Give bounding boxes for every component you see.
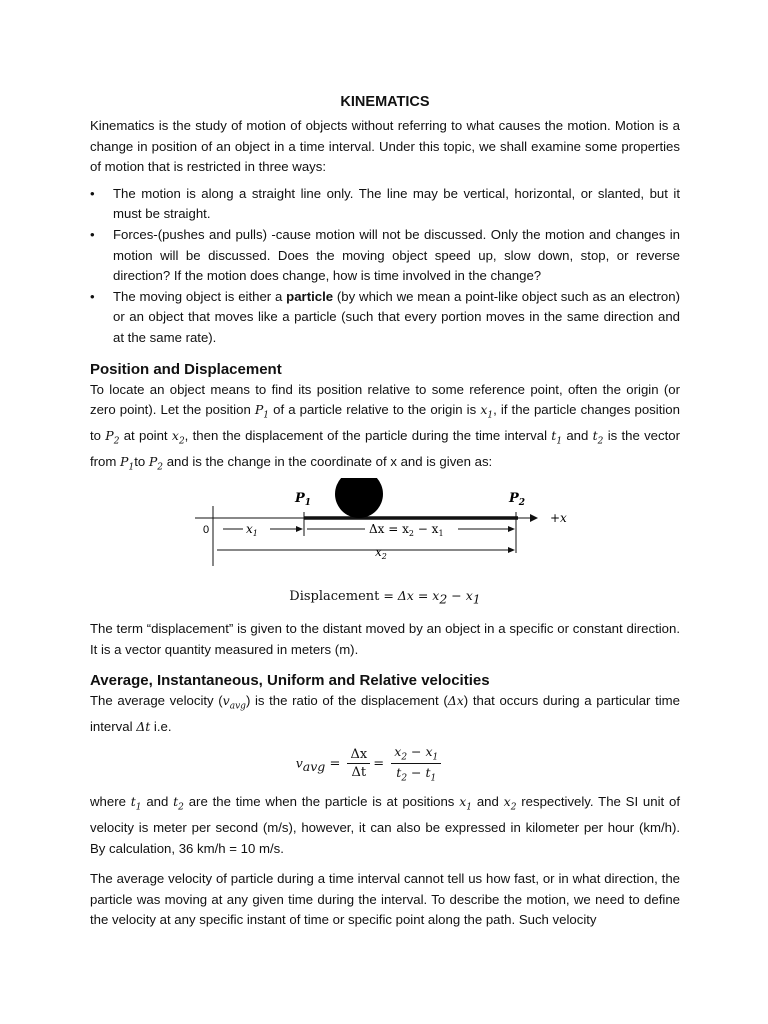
restriction-list <box>90 184 680 349</box>
position-paragraph <box>90 380 680 479</box>
list-item <box>90 287 680 349</box>
displacement-diagram <box>90 478 680 590</box>
origin-label: 0 <box>203 524 210 537</box>
text-run: of a particle relative to the origin is <box>273 402 477 418</box>
list-item: • The motion is along a straight line only. The line may be vertical, horizontal, or slanted, but it must be straight. <box>90 184 680 225</box>
math-P2: $P_2$ <box>148 454 164 473</box>
displacement-diagram-svg <box>90 478 680 590</box>
math-x1: $x_1$ <box>480 402 494 421</box>
intro-paragraph: Kinematics is the study of motion of objects without referring to what causes the motion. Motion is a change in position of an object in a time interval. Under this topic, we shall examine some properties of motion that is restricted in three ways: <box>90 118 680 175</box>
bold-term: particle <box>286 288 334 304</box>
math-P1: $P_1$ <box>120 454 135 473</box>
fraction: $\frac{x_2 - x_1}{t_2 - t_1}$ <box>391 744 441 784</box>
math-t1: $t_1$ <box>551 428 563 447</box>
math-P1: $P_1$ <box>254 402 270 421</box>
math-P2: $P_2$ <box>105 428 120 447</box>
fraction: $\frac{\Delta x}{\Delta t}$ <box>347 747 370 780</box>
p1-label: $P_1$ <box>295 491 312 509</box>
arrowhead <box>508 547 515 553</box>
math-t2: $t_2$ <box>592 428 604 447</box>
average-velocity-paragraph: The average velocity $(v_{avg})$ is the ratio of the displacement (Δx) that occurs during a particular time interval Δt i.e. <box>90 693 680 735</box>
term-paragraph: The term “displacement” is given to the distant moved by an object in a specific or constant direction. It is a vector quantity measured in meters (m). <box>90 621 680 657</box>
x1-label: $x_1$ <box>246 522 258 539</box>
last-paragraph: The average velocity of particle during a time interval cannot tell us how fast, or in what direction, the particle was moving at any given time during the interval. To describe the motion, we need to define the velocity at any specific instant of time or specific point along the path. Such velocity <box>90 871 680 928</box>
text-run: is the vector from <box>90 428 680 470</box>
page-title: KINEMATICS <box>340 94 430 110</box>
text-run: To locate an object means to find its position relative to some reference point, often the origin (or zero point). Let the position <box>90 381 680 418</box>
p2-label: $P_2$ <box>509 491 526 509</box>
list-item: • Forces-(pushes and pulls) -cause motion will not be discussed. Only the motion and changes in motion will be discussed. Does the moving object speed up, slow down, stop, or reverse direction? If the motion does change, how is time involved in the change? <box>90 225 680 287</box>
displacement-equation: Displacement = $\Delta x = x_2 - x_1$ <box>289 588 481 607</box>
delta-x-label: $\Delta x = x_2 - x_1$ <box>369 522 444 539</box>
section-heading-velocities: Average, Instantaneous, Uniform and Relative velocities <box>90 672 490 690</box>
text-run: to <box>134 454 146 470</box>
text-run: at point <box>123 428 168 444</box>
average-velocity-equation: $v_{avg}$ = $\frac{\Delta x}{\Delta t}$ = $\frac{x_2 - x_1}{t_2 - t_1}$ <box>60 744 680 784</box>
math-x2: $x_2$ <box>171 428 185 447</box>
text-run: , if the particle changes position to <box>90 402 680 444</box>
particle-ball <box>335 478 383 518</box>
arrowhead <box>296 526 303 532</box>
math-vavg: $v_{avg}$ <box>222 693 246 712</box>
text-run: , then the displacement of the particle during the time interval <box>184 428 548 444</box>
where-paragraph: where $t_1$ and $t_2$ are the time when the particle is at positions $x_1$ and $x_2$ respectively. The SI unit of velocity is meter per second (m/s), however, it can also be expressed in kilometer per hour (km/h). By calculation, 36 km/h = 10 m/s. <box>90 793 680 856</box>
x2-label: $x_2$ <box>375 545 387 562</box>
document-page <box>90 94 680 931</box>
text-run: and is the change in the coordinate of x and is given as: <box>166 454 493 470</box>
section-heading-position: Position and Displacement <box>90 360 282 378</box>
text-run: and <box>566 428 589 444</box>
axis-arrowhead <box>530 514 538 522</box>
arrowhead <box>508 526 515 532</box>
axis-label: +x <box>550 511 567 526</box>
text-run: The moving object is either a <box>113 288 287 304</box>
text-run: (by which we mean a point-like object such as an electron) or an object that moves like a particle (such that every portion moves in the same direction and at the same rate). <box>113 288 680 345</box>
